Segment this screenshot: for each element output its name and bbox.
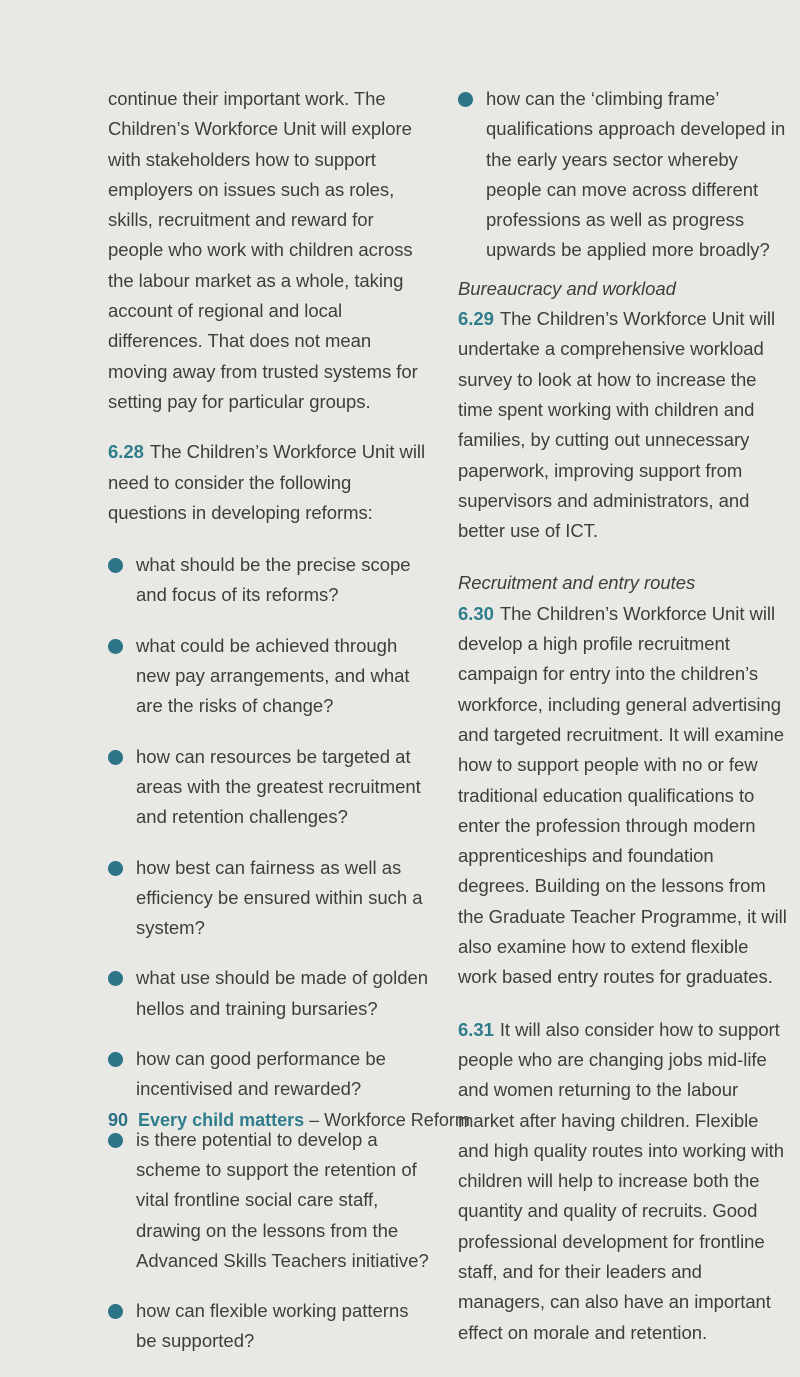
- bullet-icon: [108, 558, 123, 573]
- bullet-icon: [108, 639, 123, 654]
- list-item: is there potential to develop a scheme to support the retention of vital frontline social care staff, drawing on the lessons from the Advanced Skills Teachers initiative?: [108, 1125, 433, 1276]
- bullet-icon: [108, 1052, 123, 1067]
- paragraph-text: The Children’s Workforce Unit will develop a high profile recruitment campaign for entry into the children’s workforce, including general advertising and targeted recruitment. It will examine how to support people with no or few traditional education qualifications to enter the profession through modern apprenticeships and foundation degrees. Building on the lessons from the Graduate Teacher Programme, it will also examine how to extend flexible work based entry routes for graduates.: [458, 602, 787, 988]
- paragraph-6-29: [458, 304, 788, 546]
- paragraph-number: 6.28: [108, 441, 144, 463]
- page-footer: [108, 1108, 470, 1132]
- list-item: how best can fairness as well as efficiency be ensured within such a system?: [108, 853, 433, 944]
- left-column: [108, 84, 433, 1377]
- bullet-icon: [108, 750, 123, 765]
- bullet-icon: [458, 92, 473, 107]
- list-item: what could be achieved through new pay arrangements, and what are the risks of change?: [108, 631, 433, 722]
- list-item: how can flexible working patterns be supported?: [108, 1296, 433, 1357]
- list-item: what use should be made of golden hellos and training bursaries?: [108, 963, 433, 1024]
- paragraph-6-28: [108, 437, 433, 528]
- section-heading-recruitment: Recruitment and entry routes: [458, 572, 696, 594]
- paragraph-number: 6.31: [458, 1018, 494, 1040]
- list-item: how can good performance be incentivised and rewarded?: [108, 1044, 433, 1105]
- paragraph-6-31: [458, 1015, 788, 1348]
- section-heading-bureaucracy: Bureaucracy and workload: [458, 277, 676, 299]
- publication-title: Every child matters: [138, 1110, 305, 1130]
- publication-subtitle: – Workforce Reform: [304, 1110, 470, 1130]
- page-number: 90: [108, 1110, 129, 1130]
- list-item: what should be the precise scope and focus of its reforms?: [108, 550, 433, 611]
- paragraph-text: It will also consider how to support people who are changing jobs mid-life and women returning to the labour market after having children. Flexible and high quality routes into working with children will help to increase both the quantity and quality of recruits. Good professional development for frontline staff, and for their leaders and managers, can also have an important effect on morale and retention.: [458, 1018, 785, 1343]
- bullet-icon: [108, 1304, 123, 1319]
- list-item: how can resources be targeted at areas with the greatest recruitment and retention challenges?: [108, 742, 433, 833]
- question-list: [108, 550, 433, 1357]
- list-item: how can the ‘climbing frame’ qualifications approach developed in the early years sector whereby people can move across different professions as well as progress upwards be applied more broadly?: [458, 84, 788, 266]
- paragraph-text: The Children’s Workforce Unit will need to consider the following questions in developing reforms:: [108, 441, 426, 523]
- right-column: [458, 84, 788, 1348]
- paragraph-6-30: [458, 599, 788, 993]
- paragraph-number: 6.29: [458, 308, 494, 330]
- intro-paragraph: continue their important work. The Children’s Workforce Unit will explore with stakeholders how to support employers on issues such as roles, skills, recruitment and reward for people who work with children across the labour market as a whole, taking account of regional and local differences. That does not mean moving away from trusted systems for setting pay for particular groups.: [108, 88, 418, 412]
- paragraph-number: 6.30: [458, 602, 494, 624]
- bullet-icon: [108, 971, 123, 986]
- bullet-icon: [108, 861, 123, 876]
- question-list-continued: [458, 84, 788, 266]
- paragraph-text: The Children’s Workforce Unit will undertake a comprehensive workload survey to look at how to increase the time spent working with children and families, by cutting out unnecessary paperwork, improving support from supervisors and administrators, and better use of ICT.: [458, 308, 776, 542]
- bullet-icon: [108, 1133, 123, 1148]
